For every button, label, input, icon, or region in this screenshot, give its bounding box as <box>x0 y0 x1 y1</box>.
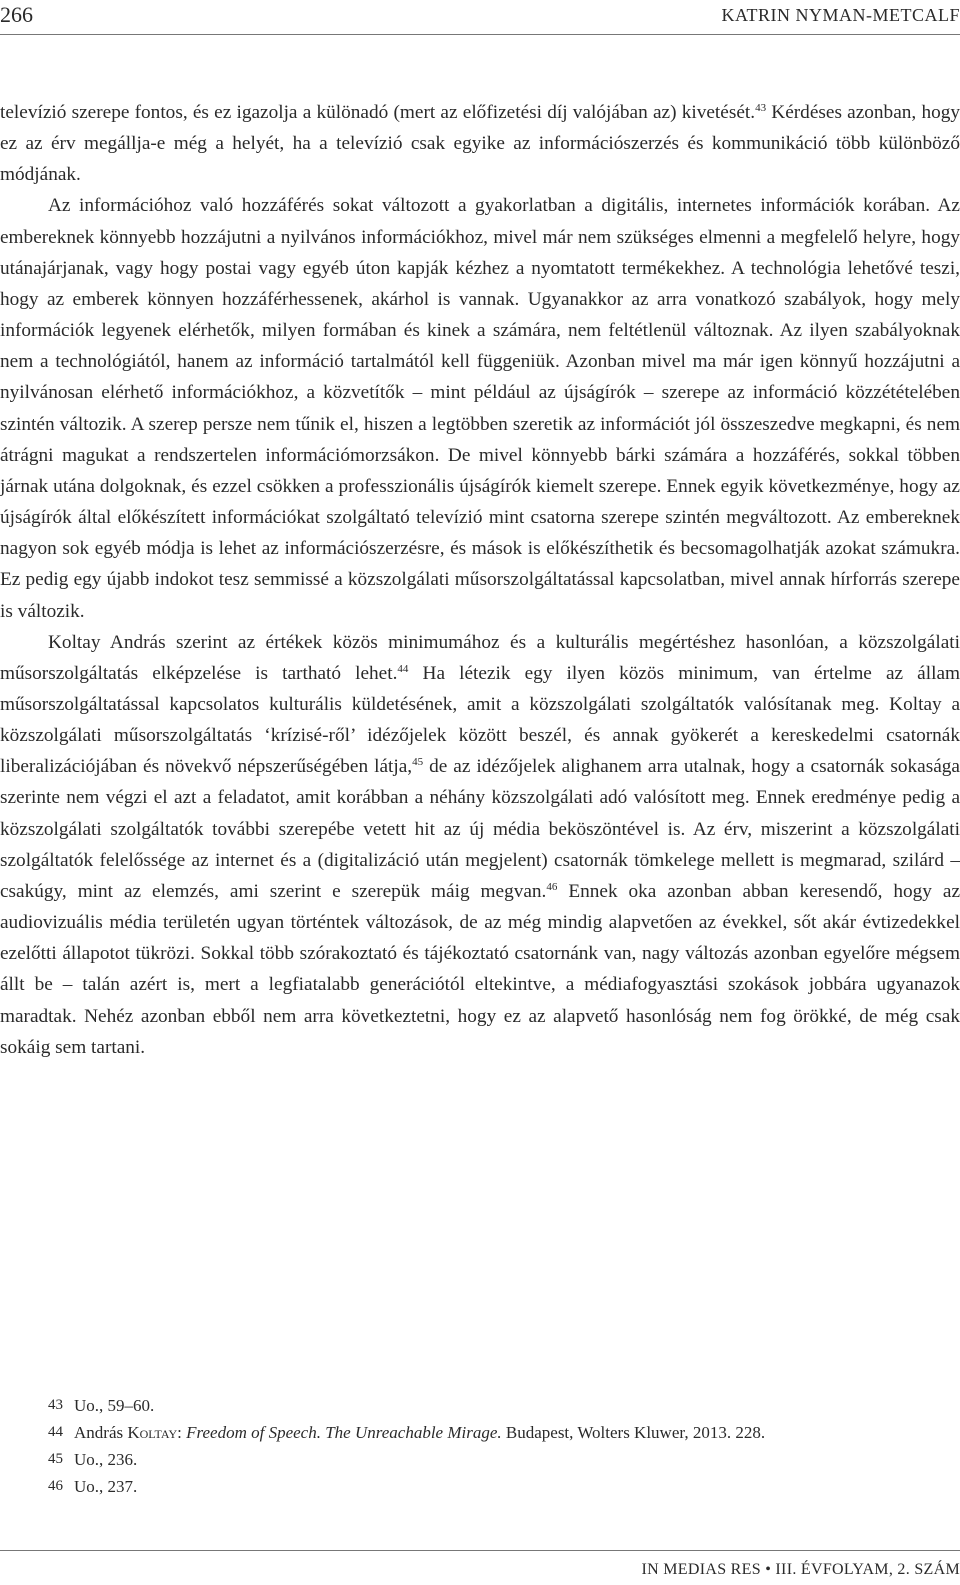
footnote-44 <box>48 1419 948 1446</box>
paragraph-3 <box>0 627 960 1063</box>
header-rule <box>0 34 960 35</box>
footnote-number: 45 <box>48 1451 63 1467</box>
journal-issue: IN MEDIAS RES • III. ÉVFOLYAM, 2. SZÁM <box>641 1561 960 1578</box>
footnote-ref-45: 45 <box>412 756 424 769</box>
footnote-text: Uo., 237. <box>74 1477 138 1496</box>
paragraph-3-text-d: Ennek oka azonban abban keresendő, hogy az audiovizuális média területén ugyan történtek változások, de az még mindig alapvetően az évekkel, sőt akár évtizedekkel ezelőtti állapotot tükrözi. Sokkal több szórakoztató és tájékoztató csatornánk van, nagy változás azonban egyelőre mégsem állt be – talán azért is, mert a legfiatalabb generációtól eltekintve, a médiafogyasztási szokások jobbára ugyanazok maradtak. Nehéz azonban ebből nem arra következtetni, hogy ez az alapvető hasonlóság nem fog örökké, de még csak sokáig sem tartani. <box>0 880 960 1058</box>
footnotes <box>48 1392 948 1500</box>
footer-rule <box>0 1550 960 1551</box>
footnote-author-first: András <box>74 1423 128 1442</box>
running-head: KATRIN NYMAN-METCALF <box>721 5 960 25</box>
footnote-ref-43: 43 <box>755 102 767 114</box>
footnote-text: Uo., 236. <box>74 1450 138 1469</box>
paragraph-1-text-a: televízió szerepe fontos, és ez igazolja a különadó (mert az előfizetési díj valójában az) kivetését. <box>0 102 756 123</box>
footnote-text <box>74 1419 765 1446</box>
footnote-number: 43 <box>48 1397 63 1413</box>
footnote-number: 44 <box>48 1424 63 1440</box>
paragraph-2: Az információhoz való hozzáférés sokat változott a gyakorlatban a digitális, internetes információk korában. Az embereknek könnyebb hozzájutni a nyilvános információkhoz, mivel már nem szükséges elmenni a megfelelő helyre, hogy utánajárjanak, vagy hogy postai vagy egyéb úton kapják kézhez a nyomtatott termékekhez. A technológia lehetővé teszi, hogy az emberek könnyen hozzáférhessenek, akárhol is vannak. Ugyanakkor az arra vonatkozó szabályok, hogy mely információk legyenek elérhetők, milyen formában és kinek a számára, nem feltétlenül változnak. Az ilyen szabályoknak nem a technológiától, hanem az információ tartalmától kell függeniük. Azonban mivel ma már igen könnyű hozzájutni a nyilvánosan elérhető információkhoz, a közvetítők – mint például az újságírók – szerepe az információ közzétételében szintén változik. A szerep persze nem tűnik el, hiszen a legtöbben szeretik az információt jól összeszedve megkapni, és nem átrágni magukat a rendszertelen információmorzsákon. De mivel könnyebb bárki számára a hozzáférés, sokkal többen járnak utána dolgoknak, és ezzel csökken a professzionális újságírók kiemelt szerepe. Ennek egyik következménye, hogy az újságírók által előkészített információkat szolgáltató televízió mint csatorna szerepe szintén megváltozott. Az embereknek nagyon sok egyéb módja is lehet az információszerzésre, és mások is előkészíthetik és becsomagolhatják azokat számukra. Ez pedig egy újabb indokot tesz semmissé a közszolgálati műsorszolgáltatással kapcsolatban, mivel annak hírforrás szerepe is változik. <box>0 195 960 622</box>
footnote-author-last: Koltay <box>127 1423 178 1442</box>
footnote-45 <box>48 1446 948 1473</box>
page-number: 266 <box>0 2 33 27</box>
footnote-text: Uo., 59–60. <box>74 1396 155 1415</box>
body-text <box>0 97 960 1063</box>
footnote-46 <box>48 1473 948 1500</box>
paragraph-3-text-c: de az idézőjelek alighanem arra utalnak, hogy a csatornák sokasága szerinte nem végzi el azt a feladatot, amit korábban a néhány közszolgálati adó valósított meg. Ennek eredménye pedig a közszolgálati szolgáltatók további szerepébe vetett hit az új média beköszöntével is. Az érv, miszerint a közszolgálati szolgáltatók felelőssége az internet és a (digitalizáció után megjelent) csatornák tömkelege mellett is megmarad, szilárd – csakúgy, mint az elemzés, ami szerint e szerepük máig megvan. <box>0 756 960 902</box>
page-header <box>0 0 960 38</box>
footnote-43 <box>48 1392 948 1419</box>
footnote-number: 46 <box>48 1478 63 1494</box>
page-footer <box>641 1561 960 1579</box>
paragraph-1 <box>0 97 960 190</box>
footnote-publisher: Budapest, Wolters Kluwer, 2013. 228. <box>501 1423 766 1442</box>
footnote-ref-44: 44 <box>397 662 409 675</box>
footnote-title: Freedom of Speech. The Unreachable Mirage. <box>186 1423 502 1442</box>
paragraph-3-text-b: Ha létezik egy ilyen közös minimum, van értelme az állam műsorszolgáltatással kapcsolatos kulturális küldetésének, amit a közszolgálati szolgáltatók valósítanak meg. Koltay a közszolgálati műsorszolgáltatás ‘krízisé-ről’ idézőjelek között beszél, és annak gyökerét a kereskedelmi csatornák liberalizációjában és növekvő népszerűségében látja, <box>0 662 960 778</box>
paragraph-1-text-b: Kérdéses azonban, hogy ez az érv megállja-e még a helyét, ha a televízió csak egyike az információszerzés és kommunikáció több különböző módjának. <box>0 102 960 186</box>
paragraph-3-text-a: Koltay András szerint az értékek közös minimumához és a kulturális megértéshez hasonlóan, a közszolgálati műsorszolgáltatás elképzelése is tartható lehet. <box>0 631 960 684</box>
footnote-separator: : <box>177 1423 187 1442</box>
footnote-ref-46: 46 <box>546 880 558 893</box>
